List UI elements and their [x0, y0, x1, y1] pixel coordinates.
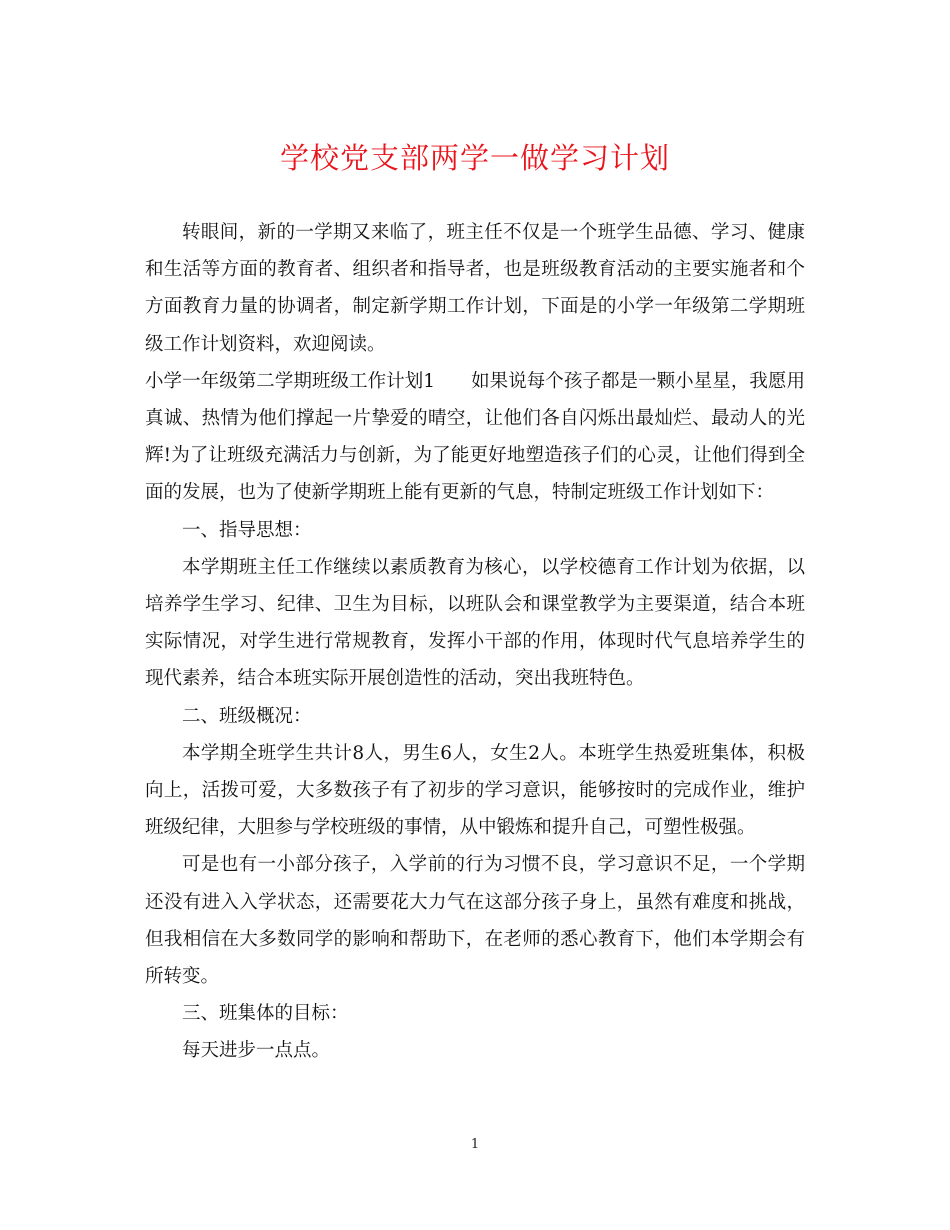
document-title: 学校党支部两学一做学习计划	[279, 141, 670, 175]
section-heading-class-goal: 三、班集体的目标：	[182, 1003, 349, 1025]
section-heading-class-overview: 二、班级概况：	[182, 705, 312, 727]
intro-paragraph: 转眼间，新的一学期又来临了，班主任不仅是一个班学生品德、学习、健康和生活等方面的教育者、组织者和指导者，也是班级教育活动的主要实施者和个方面教育力量的协调者，制定新学期工作计划，下面是的小学一年级第二学期班级工作计划资料，欢迎阅读。	[145, 222, 805, 355]
section-body-class-overview-2: 可是也有一小部分孩子，入学前的行为习惯不良，学习意识不足，一个学期还没有进入入学状态，还需要花大力气在这部分孩子身上，虽然有难度和挑战，但我相信在大多数同学的影响和帮助下，在老师的悉心教育下，他们本学期会有所转变。	[145, 854, 805, 988]
section-body-class-goal: 每天进步一点点。	[182, 1040, 331, 1062]
page-number: 1	[470, 1137, 480, 1152]
section-body-guiding-ideology: 本学期班主任工作继续以素质教育为核心，以学校德育工作计划为依据，以培养学生学习、纪律、卫生为目标，以班队会和课堂教学为主要渠道，结合本班实际情况，对学生进行常规教育，发挥小干部的作用，体现时代气息培养学生的现代素养，结合本班实际开展创造性的活动，突出我班特色。	[145, 556, 805, 690]
section-body-class-overview-1: 本学期全班学生共计8人，男生6人，女生2人。本班学生热爱班集体，积极向上，活拨可爱，大多数孩子有了初步的学习意识，能够按时的完成作业，维护班级纪律，大胆参与学校班级的事情，从中锻炼和提升自己，可塑性极强。	[145, 742, 805, 839]
plan-opening-text: 如果说每个孩子都是一颗小星星，我愿用真诚、热情为他们撑起一片挚爱的晴空，让他们各自闪烁出最灿烂、最动人的光辉!为了让班级充满活力与创新，为了能更好地塑造孩子们的心灵，让他们得到全面的发展，也为了使新学期班上能有更新的气息，特制定班级工作计划如下：	[145, 370, 805, 504]
section-heading-guiding-ideology: 一、指导思想：	[182, 519, 312, 541]
document-body	[145, 214, 805, 1070]
plan-opening-paragraph	[145, 363, 805, 512]
plan-heading: 小学一年级第二学期班级工作计划1	[145, 370, 436, 392]
